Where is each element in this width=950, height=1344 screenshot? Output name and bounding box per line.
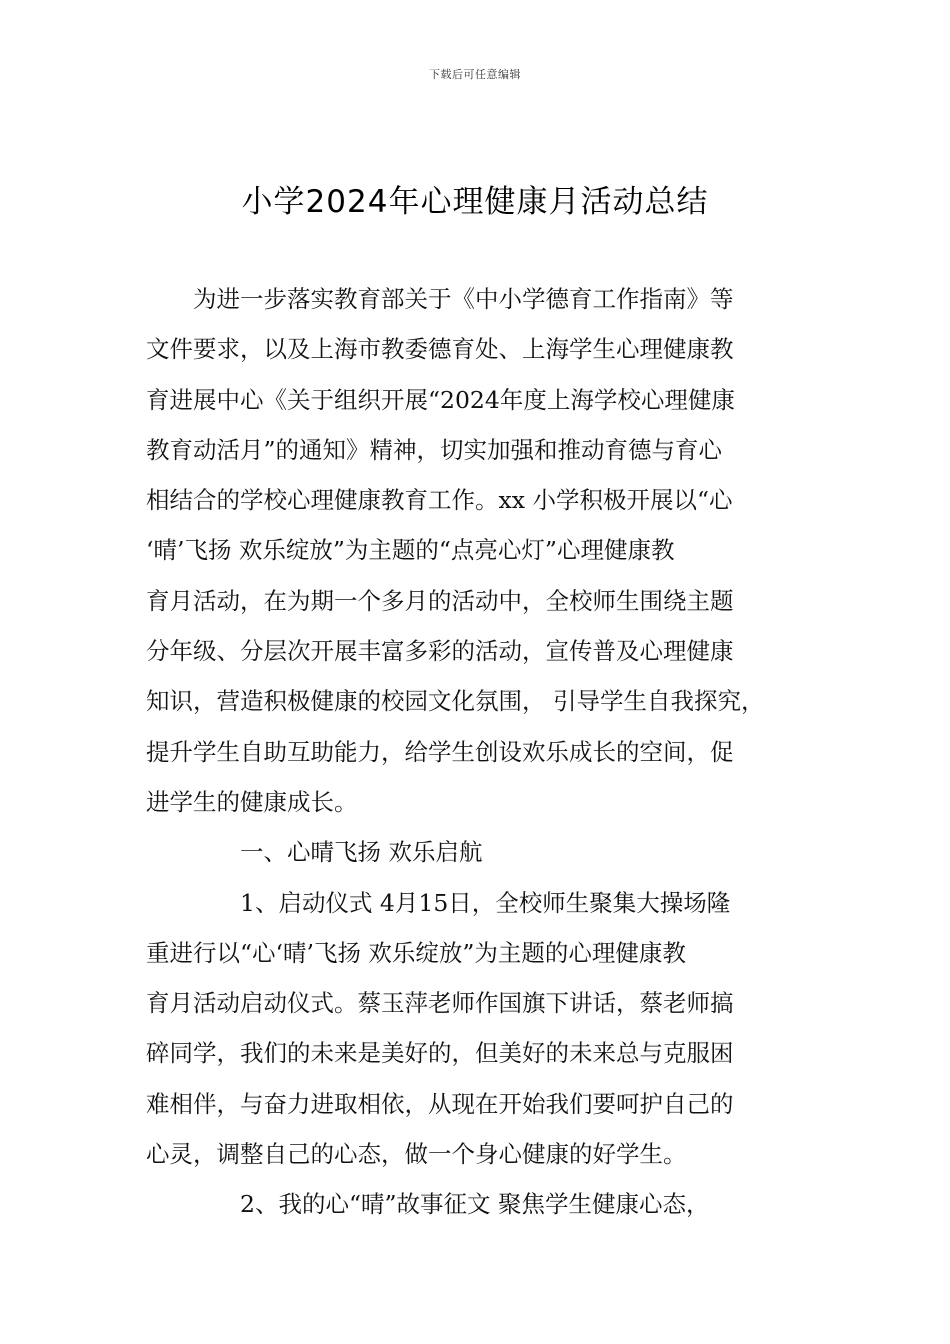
body-line: 育进展中心《关于组织开展“2024年度上海学校心理健康: [146, 385, 735, 414]
body-line: 育月活动启动仪式。蔡玉萍老师作国旗下讲话，蔡老师搞: [146, 989, 734, 1018]
body-line: 分年级、分层次开展丰富多彩的活动，宣传普及心理健康: [146, 637, 734, 666]
body-line: 心灵，调整自己的心态，做一个身心健康的好学生。: [146, 1140, 687, 1169]
section-heading: 一、心晴飞扬 欢乐启航: [146, 838, 483, 867]
body-line: 育月活动，在为期一个多月的活动中，全校师生围绕主题: [146, 586, 734, 615]
body-line: 1、启动仪式 4月15日，全校师生聚集大操场隆: [146, 888, 731, 917]
body-line: 进学生的健康成长。: [146, 787, 358, 816]
body-line: 文件要求，以及上海市教委德育处、上海学生心理健康教: [146, 335, 734, 364]
body-line: 相结合的学校心理健康教育工作。xx 小学积极开展以“心: [146, 486, 733, 515]
body-line: 提升学生自助互助能力，给学生创设欢乐成长的空间，促: [146, 737, 734, 766]
body-line: 难相伴，与奋力进取相依，从现在开始我们要呵护自己的: [146, 1089, 734, 1118]
header-note: 下载后可任意编辑: [429, 68, 521, 81]
body-line: 重进行以“心‘晴’飞扬 欢乐绽放”为主题的心理健康教: [146, 938, 686, 967]
body-line: ‘晴’飞扬 欢乐绽放”为主题的“点亮心灯”心理健康教: [146, 536, 675, 565]
body-line: 知识，营造积极健康的校园文化氛围， 引导学生自我探究，: [146, 687, 765, 716]
document-title: 小学2024年心理健康月活动总结: [241, 184, 709, 220]
document-body: [146, 274, 836, 1230]
body-line: 为进一步落实教育部关于《中小学德育工作指南》等: [146, 285, 734, 313]
body-line: 2、我的心“晴”故事征文 聚焦学生健康心态，: [146, 1190, 710, 1219]
body-line: 教育动活月”的通知》精神，切实加强和推动育德与育心: [146, 435, 723, 464]
body-line: 碎同学，我们的未来是美好的，但美好的未来总与克服困: [146, 1039, 734, 1068]
